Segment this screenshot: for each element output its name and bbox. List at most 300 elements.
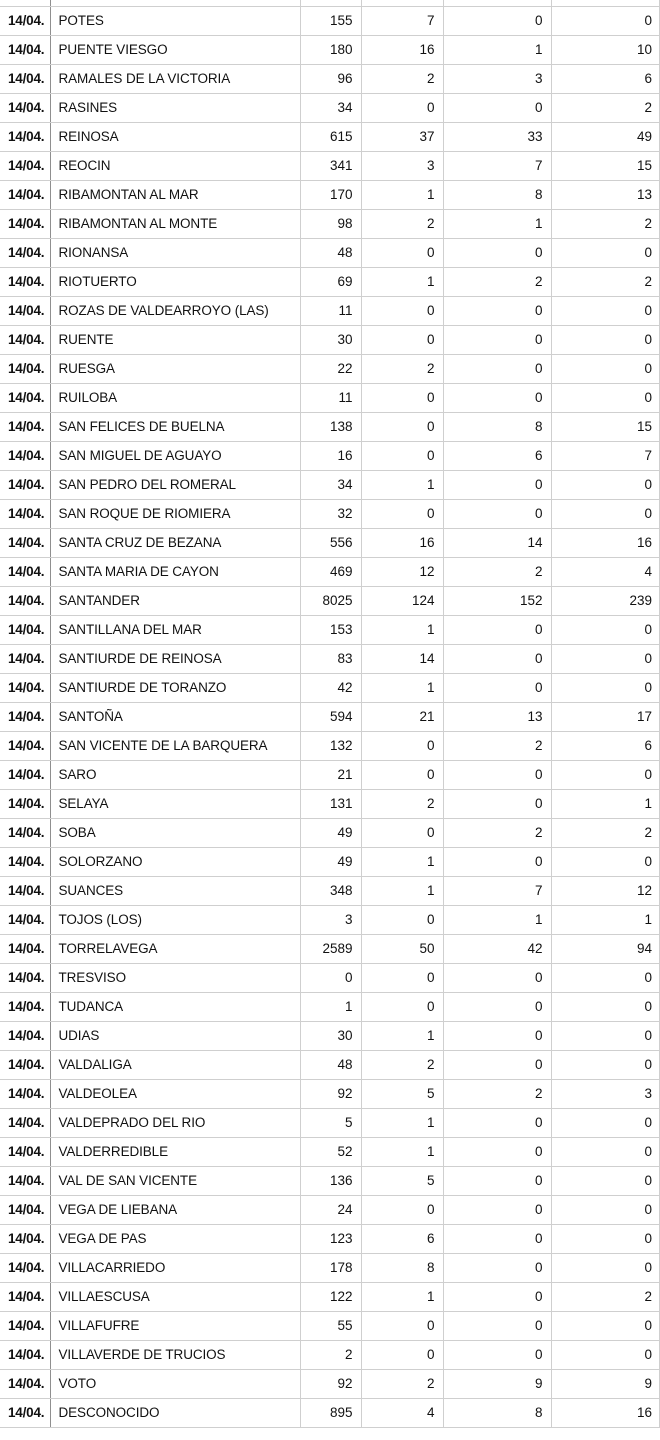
cell-value-3[interactable]: 2 (443, 818, 551, 847)
table-row[interactable] (0, 789, 660, 818)
cell-value-4[interactable]: 0 (551, 1137, 660, 1166)
cell-value-1[interactable]: 153 (300, 615, 361, 644)
cell-value-3[interactable]: 13 (443, 702, 551, 731)
table-row[interactable] (0, 1311, 660, 1340)
cell-value-1[interactable]: 2589 (300, 934, 361, 963)
cell-value-4[interactable]: 0 (551, 847, 660, 876)
cell-value-1[interactable]: 0 (300, 963, 361, 992)
table-row[interactable] (0, 238, 660, 267)
table-row[interactable] (0, 499, 660, 528)
cell-value-4[interactable]: 239 (551, 586, 660, 615)
table-row[interactable] (0, 1108, 660, 1137)
cell-date[interactable]: 14/04. (0, 6, 50, 35)
table-row[interactable] (0, 209, 660, 238)
cell-date[interactable]: 14/04. (0, 1369, 50, 1398)
cell-value-2[interactable]: 0 (361, 818, 443, 847)
table-row[interactable] (0, 35, 660, 64)
cell-municipality-name[interactable]: TRESVISO (50, 963, 300, 992)
table-row[interactable] (0, 470, 660, 499)
cell-value-3[interactable]: 0 (443, 992, 551, 1021)
cell-value-1[interactable]: 49 (300, 847, 361, 876)
cell-value-4[interactable]: 0 (551, 1340, 660, 1369)
cell-value-2[interactable]: 16 (361, 35, 443, 64)
cell-value-1[interactable]: 1 (300, 992, 361, 1021)
cell-date[interactable]: 14/04. (0, 151, 50, 180)
cell-value-1[interactable]: 92 (300, 1369, 361, 1398)
table-row[interactable] (0, 934, 660, 963)
table-row[interactable] (0, 1224, 660, 1253)
cell-date[interactable]: 14/04. (0, 760, 50, 789)
cell-value-2[interactable]: 0 (361, 499, 443, 528)
cell-value-3[interactable]: 1 (443, 209, 551, 238)
cell-value-2[interactable]: 2 (361, 1050, 443, 1079)
cell-value-2[interactable]: 0 (361, 1311, 443, 1340)
cell-municipality-name[interactable]: VALDERREDIBLE (50, 1137, 300, 1166)
cell-value-4[interactable]: 15 (551, 151, 660, 180)
table-row[interactable] (0, 1369, 660, 1398)
cell-value-2[interactable]: 37 (361, 122, 443, 151)
cell-municipality-name[interactable]: TUDANCA (50, 992, 300, 1021)
cell-value-4[interactable]: 9 (551, 1369, 660, 1398)
table-row[interactable] (0, 93, 660, 122)
cell-value-1[interactable]: 24 (300, 1195, 361, 1224)
table-row[interactable] (0, 1166, 660, 1195)
cell-value-4[interactable]: 0 (551, 6, 660, 35)
cell-municipality-name[interactable]: SOLORZANO (50, 847, 300, 876)
cell-value-1[interactable]: 155 (300, 6, 361, 35)
table-row[interactable] (0, 296, 660, 325)
cell-value-4[interactable]: 0 (551, 1050, 660, 1079)
cell-date[interactable]: 14/04. (0, 267, 50, 296)
cell-municipality-name[interactable]: VALDALIGA (50, 1050, 300, 1079)
cell-value-3[interactable]: 1 (443, 905, 551, 934)
cell-value-3[interactable]: 2 (443, 731, 551, 760)
cell-value-2[interactable]: 1 (361, 673, 443, 702)
cell-municipality-name[interactable]: SELAYA (50, 789, 300, 818)
cell-value-2[interactable]: 6 (361, 1224, 443, 1253)
cell-value-1[interactable]: 170 (300, 180, 361, 209)
cell-value-1[interactable]: 21 (300, 760, 361, 789)
cell-value-2[interactable]: 0 (361, 1195, 443, 1224)
cell-municipality-name[interactable]: SAN ROQUE DE RIOMIERA (50, 499, 300, 528)
cell-value-4[interactable]: 0 (551, 1253, 660, 1282)
cell-value-4[interactable]: 16 (551, 1398, 660, 1427)
table-row[interactable] (0, 1021, 660, 1050)
cell-value-1[interactable]: 16 (300, 441, 361, 470)
table-row[interactable] (0, 325, 660, 354)
cell-value-3[interactable]: 0 (443, 499, 551, 528)
table-row[interactable] (0, 383, 660, 412)
cell-value-2[interactable]: 0 (361, 760, 443, 789)
cell-value-2[interactable]: 14 (361, 644, 443, 673)
cell-municipality-name[interactable]: POTES (50, 6, 300, 35)
cell-value-1[interactable]: 3 (300, 905, 361, 934)
table-row[interactable] (0, 122, 660, 151)
cell-value-2[interactable]: 8 (361, 1253, 443, 1282)
cell-date[interactable]: 14/04. (0, 1108, 50, 1137)
cell-value-3[interactable]: 0 (443, 325, 551, 354)
cell-value-4[interactable]: 0 (551, 1166, 660, 1195)
cell-value-2[interactable]: 124 (361, 586, 443, 615)
table-row[interactable] (0, 1340, 660, 1369)
cell-value-4[interactable]: 0 (551, 673, 660, 702)
cell-value-2[interactable]: 1 (361, 1282, 443, 1311)
table-row[interactable] (0, 731, 660, 760)
cell-value-1[interactable]: 138 (300, 412, 361, 441)
cell-value-3[interactable]: 0 (443, 847, 551, 876)
cell-value-3[interactable]: 0 (443, 1166, 551, 1195)
cell-municipality-name[interactable]: RUESGA (50, 354, 300, 383)
cell-value-4[interactable]: 2 (551, 1282, 660, 1311)
cell-value-1[interactable]: 556 (300, 528, 361, 557)
cell-value-2[interactable]: 0 (361, 441, 443, 470)
cell-value-2[interactable]: 12 (361, 557, 443, 586)
cell-municipality-name[interactable]: RIONANSA (50, 238, 300, 267)
cell-municipality-name[interactable]: VEGA DE LIEBANA (50, 1195, 300, 1224)
cell-date[interactable]: 14/04. (0, 1021, 50, 1050)
cell-value-3[interactable]: 42 (443, 934, 551, 963)
cell-value-3[interactable]: 152 (443, 586, 551, 615)
cell-value-2[interactable]: 2 (361, 64, 443, 93)
cell-value-3[interactable]: 0 (443, 1050, 551, 1079)
cell-value-3[interactable]: 14 (443, 528, 551, 557)
cell-date[interactable]: 14/04. (0, 1224, 50, 1253)
cell-value-3[interactable]: 9 (443, 1369, 551, 1398)
cell-municipality-name[interactable]: VEGA DE PAS (50, 1224, 300, 1253)
cell-value-3[interactable]: 2 (443, 1079, 551, 1108)
cell-value-3[interactable]: 0 (443, 1311, 551, 1340)
cell-date[interactable]: 14/04. (0, 528, 50, 557)
cell-date[interactable]: 14/04. (0, 615, 50, 644)
cell-value-4[interactable]: 1 (551, 905, 660, 934)
table-row[interactable] (0, 557, 660, 586)
cell-value-1[interactable]: 132 (300, 731, 361, 760)
cell-municipality-name[interactable]: SUANCES (50, 876, 300, 905)
table-row[interactable] (0, 441, 660, 470)
cell-value-2[interactable]: 1 (361, 180, 443, 209)
cell-value-4[interactable]: 17 (551, 702, 660, 731)
cell-value-1[interactable]: 11 (300, 383, 361, 412)
cell-value-4[interactable]: 0 (551, 760, 660, 789)
cell-value-4[interactable]: 0 (551, 1311, 660, 1340)
cell-municipality-name[interactable]: RUENTE (50, 325, 300, 354)
cell-value-1[interactable]: 55 (300, 1311, 361, 1340)
cell-date[interactable]: 14/04. (0, 673, 50, 702)
cell-municipality-name[interactable]: RUILOBA (50, 383, 300, 412)
cell-value-4[interactable]: 0 (551, 1195, 660, 1224)
cell-date[interactable]: 14/04. (0, 847, 50, 876)
cell-value-3[interactable]: 0 (443, 6, 551, 35)
table-row[interactable] (0, 644, 660, 673)
table-row[interactable] (0, 180, 660, 209)
cell-value-2[interactable]: 0 (361, 412, 443, 441)
cell-date[interactable]: 14/04. (0, 209, 50, 238)
cell-value-4[interactable]: 49 (551, 122, 660, 151)
cell-value-1[interactable]: 594 (300, 702, 361, 731)
cell-municipality-name[interactable]: RASINES (50, 93, 300, 122)
cell-value-4[interactable]: 0 (551, 963, 660, 992)
cell-value-2[interactable]: 7 (361, 6, 443, 35)
cell-value-4[interactable]: 3 (551, 1079, 660, 1108)
table-row[interactable] (0, 963, 660, 992)
cell-date[interactable]: 14/04. (0, 499, 50, 528)
cell-value-4[interactable]: 0 (551, 296, 660, 325)
cell-value-3[interactable]: 0 (443, 963, 551, 992)
cell-value-2[interactable]: 0 (361, 93, 443, 122)
cell-value-3[interactable]: 0 (443, 760, 551, 789)
cell-value-4[interactable]: 2 (551, 93, 660, 122)
cell-value-1[interactable]: 42 (300, 673, 361, 702)
cell-value-3[interactable]: 0 (443, 1137, 551, 1166)
table-row[interactable] (0, 586, 660, 615)
table-row[interactable] (0, 6, 660, 35)
cell-value-4[interactable]: 0 (551, 1224, 660, 1253)
cell-municipality-name[interactable]: DESCONOCIDO (50, 1398, 300, 1427)
cell-municipality-name[interactable]: SANTA CRUZ DE BEZANA (50, 528, 300, 557)
cell-date[interactable]: 14/04. (0, 412, 50, 441)
cell-value-2[interactable]: 0 (361, 325, 443, 354)
table-row[interactable] (0, 64, 660, 93)
cell-value-3[interactable]: 1 (443, 35, 551, 64)
cell-value-4[interactable]: 0 (551, 354, 660, 383)
cell-value-4[interactable]: 15 (551, 412, 660, 441)
cell-value-2[interactable]: 4 (361, 1398, 443, 1427)
cell-value-3[interactable]: 8 (443, 1398, 551, 1427)
cell-municipality-name[interactable]: SOBA (50, 818, 300, 847)
cell-value-1[interactable]: 30 (300, 325, 361, 354)
cell-value-4[interactable]: 0 (551, 615, 660, 644)
cell-municipality-name[interactable]: REINOSA (50, 122, 300, 151)
cell-value-1[interactable]: 48 (300, 1050, 361, 1079)
cell-value-4[interactable]: 0 (551, 992, 660, 1021)
cell-value-2[interactable]: 1 (361, 470, 443, 499)
cell-value-1[interactable]: 348 (300, 876, 361, 905)
cell-date[interactable]: 14/04. (0, 122, 50, 151)
cell-municipality-name[interactable]: SANTILLANA DEL MAR (50, 615, 300, 644)
table-row[interactable] (0, 1079, 660, 1108)
table-row[interactable] (0, 1253, 660, 1282)
cell-value-3[interactable]: 0 (443, 296, 551, 325)
cell-municipality-name[interactable]: RAMALES DE LA VICTORIA (50, 64, 300, 93)
cell-municipality-name[interactable]: SANTA MARIA DE CAYON (50, 557, 300, 586)
cell-value-3[interactable]: 8 (443, 412, 551, 441)
cell-value-2[interactable]: 1 (361, 267, 443, 296)
cell-date[interactable]: 14/04. (0, 1195, 50, 1224)
cell-municipality-name[interactable]: SAN VICENTE DE LA BARQUERA (50, 731, 300, 760)
table-row[interactable] (0, 267, 660, 296)
cell-value-3[interactable]: 3 (443, 64, 551, 93)
cell-value-3[interactable]: 8 (443, 180, 551, 209)
cell-value-3[interactable]: 7 (443, 151, 551, 180)
cell-municipality-name[interactable]: VILLACARRIEDO (50, 1253, 300, 1282)
cell-value-3[interactable]: 0 (443, 238, 551, 267)
cell-value-2[interactable]: 1 (361, 1108, 443, 1137)
cell-value-1[interactable]: 895 (300, 1398, 361, 1427)
cell-date[interactable]: 14/04. (0, 1137, 50, 1166)
cell-value-2[interactable]: 50 (361, 934, 443, 963)
cell-value-1[interactable]: 98 (300, 209, 361, 238)
table-row[interactable] (0, 1195, 660, 1224)
cell-value-1[interactable]: 34 (300, 93, 361, 122)
cell-municipality-name[interactable]: SANTOÑA (50, 702, 300, 731)
cell-municipality-name[interactable]: SAN MIGUEL DE AGUAYO (50, 441, 300, 470)
cell-value-1[interactable]: 123 (300, 1224, 361, 1253)
cell-value-1[interactable]: 48 (300, 238, 361, 267)
cell-municipality-name[interactable]: VILLAVERDE DE TRUCIOS (50, 1340, 300, 1369)
cell-value-2[interactable]: 0 (361, 905, 443, 934)
table-row[interactable] (0, 1282, 660, 1311)
cell-municipality-name[interactable]: RIOTUERTO (50, 267, 300, 296)
cell-municipality-name[interactable]: SANTIURDE DE TORANZO (50, 673, 300, 702)
cell-date[interactable]: 14/04. (0, 644, 50, 673)
table-row[interactable] (0, 992, 660, 1021)
cell-value-3[interactable]: 0 (443, 1282, 551, 1311)
cell-value-4[interactable]: 2 (551, 209, 660, 238)
cell-value-2[interactable]: 0 (361, 296, 443, 325)
cell-value-1[interactable]: 32 (300, 499, 361, 528)
cell-value-3[interactable]: 0 (443, 383, 551, 412)
cell-date[interactable]: 14/04. (0, 1398, 50, 1427)
cell-date[interactable]: 14/04. (0, 731, 50, 760)
cell-value-2[interactable]: 21 (361, 702, 443, 731)
cell-date[interactable]: 14/04. (0, 383, 50, 412)
cell-value-4[interactable]: 0 (551, 238, 660, 267)
cell-value-2[interactable]: 2 (361, 209, 443, 238)
cell-value-4[interactable]: 12 (551, 876, 660, 905)
cell-value-1[interactable]: 83 (300, 644, 361, 673)
cell-value-1[interactable]: 341 (300, 151, 361, 180)
cell-value-2[interactable]: 16 (361, 528, 443, 557)
cell-date[interactable]: 14/04. (0, 586, 50, 615)
cell-date[interactable]: 14/04. (0, 35, 50, 64)
cell-value-2[interactable]: 0 (361, 238, 443, 267)
cell-municipality-name[interactable]: TORRELAVEGA (50, 934, 300, 963)
cell-value-4[interactable]: 0 (551, 383, 660, 412)
cell-value-3[interactable]: 0 (443, 93, 551, 122)
cell-date[interactable]: 14/04. (0, 470, 50, 499)
cell-value-3[interactable]: 0 (443, 1224, 551, 1253)
cell-municipality-name[interactable]: SAN PEDRO DEL ROMERAL (50, 470, 300, 499)
cell-date[interactable]: 14/04. (0, 1340, 50, 1369)
cell-municipality-name[interactable]: PUENTE VIESGO (50, 35, 300, 64)
cell-municipality-name[interactable]: VAL DE SAN VICENTE (50, 1166, 300, 1195)
cell-value-3[interactable]: 7 (443, 876, 551, 905)
cell-value-4[interactable]: 94 (551, 934, 660, 963)
table-row[interactable] (0, 528, 660, 557)
cell-value-2[interactable]: 1 (361, 1137, 443, 1166)
cell-value-1[interactable]: 180 (300, 35, 361, 64)
cell-value-1[interactable]: 2 (300, 1340, 361, 1369)
cell-value-2[interactable]: 0 (361, 1340, 443, 1369)
cell-value-4[interactable]: 4 (551, 557, 660, 586)
cell-value-2[interactable]: 1 (361, 615, 443, 644)
cell-date[interactable]: 14/04. (0, 1282, 50, 1311)
cell-date[interactable]: 14/04. (0, 818, 50, 847)
cell-value-3[interactable]: 0 (443, 615, 551, 644)
table-row[interactable] (0, 151, 660, 180)
cell-value-2[interactable]: 3 (361, 151, 443, 180)
cell-value-3[interactable]: 0 (443, 354, 551, 383)
cell-value-1[interactable]: 469 (300, 557, 361, 586)
cell-municipality-name[interactable]: SAN FELICES DE BUELNA (50, 412, 300, 441)
cell-value-2[interactable]: 2 (361, 354, 443, 383)
cell-value-3[interactable]: 0 (443, 789, 551, 818)
table-row[interactable] (0, 673, 660, 702)
cell-value-2[interactable]: 0 (361, 383, 443, 412)
cell-value-1[interactable]: 34 (300, 470, 361, 499)
cell-date[interactable]: 14/04. (0, 1311, 50, 1340)
cell-municipality-name[interactable]: RIBAMONTAN AL MONTE (50, 209, 300, 238)
table-row[interactable] (0, 905, 660, 934)
table-row[interactable] (0, 847, 660, 876)
cell-municipality-name[interactable]: RIBAMONTAN AL MAR (50, 180, 300, 209)
cell-date[interactable]: 14/04. (0, 876, 50, 905)
table-row[interactable] (0, 876, 660, 905)
cell-date[interactable]: 14/04. (0, 296, 50, 325)
cell-value-2[interactable]: 0 (361, 731, 443, 760)
cell-date[interactable]: 14/04. (0, 1253, 50, 1282)
cell-value-2[interactable]: 2 (361, 789, 443, 818)
cell-municipality-name[interactable]: VILLAFUFRE (50, 1311, 300, 1340)
cell-value-3[interactable]: 0 (443, 673, 551, 702)
cell-value-2[interactable]: 1 (361, 847, 443, 876)
cell-value-3[interactable]: 0 (443, 1253, 551, 1282)
cell-date[interactable]: 14/04. (0, 1050, 50, 1079)
cell-value-2[interactable]: 5 (361, 1166, 443, 1195)
cell-municipality-name[interactable]: VALDEOLEA (50, 1079, 300, 1108)
cell-municipality-name[interactable]: VOTO (50, 1369, 300, 1398)
cell-date[interactable]: 14/04. (0, 325, 50, 354)
cell-value-4[interactable]: 10 (551, 35, 660, 64)
cell-value-1[interactable]: 49 (300, 818, 361, 847)
cell-value-2[interactable]: 5 (361, 1079, 443, 1108)
cell-value-3[interactable]: 0 (443, 1021, 551, 1050)
cell-value-4[interactable]: 0 (551, 470, 660, 499)
table-row[interactable] (0, 412, 660, 441)
cell-value-4[interactable]: 1 (551, 789, 660, 818)
cell-date[interactable]: 14/04. (0, 934, 50, 963)
cell-value-2[interactable]: 0 (361, 963, 443, 992)
cell-value-1[interactable]: 11 (300, 296, 361, 325)
cell-municipality-name[interactable]: SARO (50, 760, 300, 789)
cell-value-1[interactable]: 178 (300, 1253, 361, 1282)
cell-value-2[interactable]: 0 (361, 992, 443, 1021)
cell-date[interactable]: 14/04. (0, 905, 50, 934)
cell-value-3[interactable]: 2 (443, 267, 551, 296)
cell-date[interactable]: 14/04. (0, 992, 50, 1021)
cell-value-2[interactable]: 1 (361, 1021, 443, 1050)
cell-value-3[interactable]: 0 (443, 1108, 551, 1137)
cell-value-2[interactable]: 2 (361, 1369, 443, 1398)
cell-value-3[interactable]: 0 (443, 1195, 551, 1224)
table-row[interactable] (0, 702, 660, 731)
cell-value-4[interactable]: 6 (551, 64, 660, 93)
cell-municipality-name[interactable]: VILLAESCUSA (50, 1282, 300, 1311)
cell-municipality-name[interactable]: SANTANDER (50, 586, 300, 615)
cell-municipality-name[interactable]: TOJOS (LOS) (50, 905, 300, 934)
cell-value-3[interactable]: 0 (443, 644, 551, 673)
cell-value-4[interactable]: 13 (551, 180, 660, 209)
cell-value-4[interactable]: 0 (551, 325, 660, 354)
cell-date[interactable]: 14/04. (0, 238, 50, 267)
table-row[interactable] (0, 1050, 660, 1079)
cell-value-4[interactable]: 16 (551, 528, 660, 557)
cell-value-1[interactable]: 5 (300, 1108, 361, 1137)
cell-value-4[interactable]: 0 (551, 1108, 660, 1137)
cell-value-2[interactable]: 1 (361, 876, 443, 905)
cell-value-4[interactable]: 2 (551, 818, 660, 847)
cell-municipality-name[interactable]: ROZAS DE VALDEARROYO (LAS) (50, 296, 300, 325)
